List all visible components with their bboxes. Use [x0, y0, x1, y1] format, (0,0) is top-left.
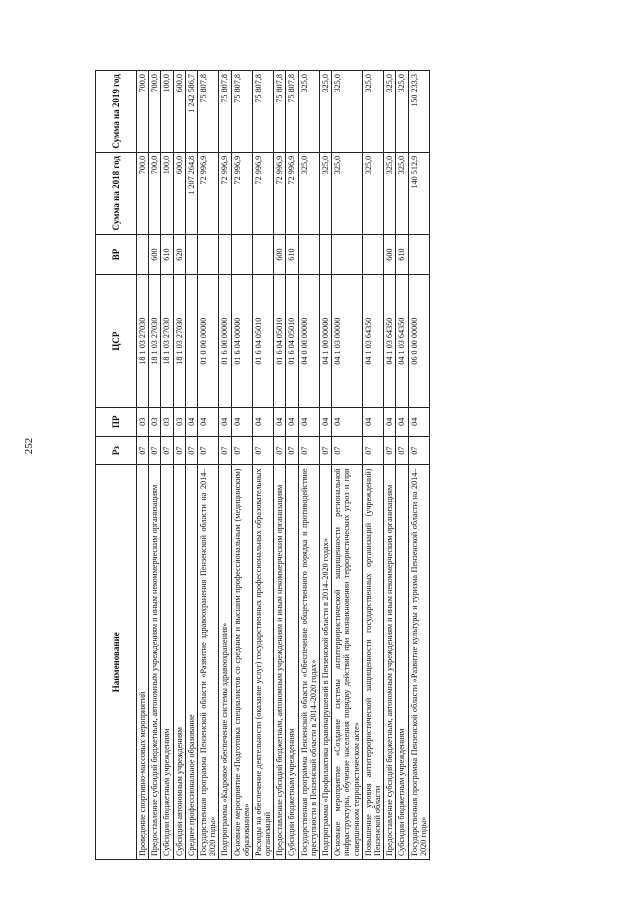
- cell-pr: 04: [332, 407, 363, 436]
- header-csr: ЦСР: [96, 275, 137, 407]
- cell-sum-2019: 700,0: [149, 71, 161, 153]
- table-row: [408, 71, 429, 860]
- cell-name: Подпрограмма «Кадровое обеспечение системы здравоохранения»: [219, 465, 231, 860]
- cell-sum-2018: 72 996,9: [219, 152, 231, 234]
- table-row: [149, 71, 161, 860]
- table-row: [362, 71, 383, 860]
- cell-rz: 07: [408, 436, 429, 465]
- cell-vr: 600: [274, 234, 286, 275]
- table-row: [137, 71, 149, 860]
- budget-table: [95, 70, 430, 860]
- cell-sum-2019: 75 807,8: [274, 71, 286, 153]
- cell-name: Проведение спортивно-массовых мероприятий: [137, 465, 149, 860]
- cell-name: Основное мероприятие «Подготовка специалистов со средним и высшим профессиональным (медицинским) образованием»: [231, 465, 252, 860]
- cell-rz: 07: [320, 436, 332, 465]
- cell-pr: 04: [396, 407, 408, 436]
- cell-sum-2019: 75 807,8: [231, 71, 252, 153]
- cell-rz: 07: [252, 436, 273, 465]
- header-pr: ПР: [96, 407, 137, 436]
- cell-csr: [185, 275, 197, 407]
- table-row: [252, 71, 273, 860]
- cell-sum-2019: 150 233,3: [408, 71, 429, 153]
- header-sum-2019: Сумма на 2019 год: [96, 71, 137, 153]
- cell-csr: 01 6 04 00000: [231, 275, 252, 407]
- cell-pr: 04: [274, 407, 286, 436]
- cell-pr: 04: [231, 407, 252, 436]
- cell-vr: [231, 234, 252, 275]
- cell-csr: 18 1 03 27030: [137, 275, 149, 407]
- cell-sum-2019: 75 807,8: [219, 71, 231, 153]
- cell-csr: 01 6 04 05010: [286, 275, 298, 407]
- cell-rz: 07: [286, 436, 298, 465]
- cell-pr: 03: [173, 407, 185, 436]
- cell-rz: 07: [274, 436, 286, 465]
- cell-csr: 18 1 03 27030: [161, 275, 173, 407]
- cell-sum-2018: 700,0: [149, 152, 161, 234]
- cell-vr: [137, 234, 149, 275]
- cell-csr: 18 1 03 27030: [173, 275, 185, 407]
- cell-pr: 03: [137, 407, 149, 436]
- cell-name: Подпрограмма «Профилактика правонарушений в Пензенской области в 2014–2020 годах»: [320, 465, 332, 860]
- cell-vr: [219, 234, 231, 275]
- cell-sum-2019: 75 807,8: [197, 71, 218, 153]
- cell-sum-2018: 72 996,9: [231, 152, 252, 234]
- cell-sum-2018: 72 996,9: [286, 152, 298, 234]
- cell-sum-2018: 325,0: [332, 152, 363, 234]
- cell-sum-2019: 325,0: [298, 71, 319, 153]
- cell-sum-2018: 100,0: [161, 152, 173, 234]
- cell-rz: 07: [231, 436, 252, 465]
- table-row: [298, 71, 319, 860]
- header-vr: ВР: [96, 234, 137, 275]
- cell-name: Субсидии бюджетным учреждениям: [396, 465, 408, 860]
- table-row: [185, 71, 197, 860]
- table-row: [396, 71, 408, 860]
- cell-sum-2019: 600,0: [173, 71, 185, 153]
- cell-vr: [298, 234, 319, 275]
- table-row: [286, 71, 298, 860]
- page-number: 252: [23, 437, 35, 455]
- rotated-table-container: [95, 70, 615, 860]
- cell-rz: 07: [362, 436, 383, 465]
- cell-pr: 04: [219, 407, 231, 436]
- cell-vr: [185, 234, 197, 275]
- cell-csr: 04 1 03 64350: [384, 275, 396, 407]
- cell-vr: [252, 234, 273, 275]
- header-name: Наименование: [96, 465, 137, 860]
- cell-rz: 07: [384, 436, 396, 465]
- cell-name: Государственная программа Пензенской области «Развитие культуры и туризма Пензенской области на 2014–2020 годы»: [408, 465, 429, 860]
- cell-csr: 04 1 03 64350: [396, 275, 408, 407]
- cell-sum-2018: 1 207 264,8: [185, 152, 197, 234]
- cell-vr: [320, 234, 332, 275]
- cell-pr: 04: [298, 407, 319, 436]
- cell-vr: [408, 234, 429, 275]
- cell-sum-2019: 325,0: [396, 71, 408, 153]
- table-header-row: [96, 71, 137, 860]
- cell-vr: 620: [173, 234, 185, 275]
- cell-sum-2018: 325,0: [298, 152, 319, 234]
- cell-pr: 04: [320, 407, 332, 436]
- cell-rz: 07: [173, 436, 185, 465]
- cell-sum-2018: 700,0: [137, 152, 149, 234]
- cell-csr: 01 0 00 00000: [197, 275, 218, 407]
- table-row: [332, 71, 363, 860]
- cell-vr: [332, 234, 363, 275]
- cell-name: Предоставление субсидий бюджетным, автономным учреждениям и иным некоммерческим организациям: [384, 465, 396, 860]
- table-body: [137, 71, 430, 860]
- cell-name: Основное мероприятие «Создание системы антитеррористической защищенности региональной инфраструктуры, обучение населения порядку действий при возникновении террористических угроз и при совершенном террористическом акте»: [332, 465, 363, 860]
- cell-pr: 04: [408, 407, 429, 436]
- cell-sum-2018: 72 996,9: [274, 152, 286, 234]
- cell-sum-2019: 325,0: [384, 71, 396, 153]
- cell-csr: 01 6 00 00000: [219, 275, 231, 407]
- cell-name: Среднее профессиональное образование: [185, 465, 197, 860]
- cell-pr: 04: [252, 407, 273, 436]
- cell-sum-2018: 325,0: [396, 152, 408, 234]
- cell-vr: 600: [149, 234, 161, 275]
- table-row: [320, 71, 332, 860]
- cell-name: Расходы на обеспечение деятельности (оказание услуг) государственных профессиональных образовательных организаций: [252, 465, 273, 860]
- cell-pr: 04: [185, 407, 197, 436]
- cell-name: Субсидии автономным учреждениям: [173, 465, 185, 860]
- cell-sum-2019: 325,0: [332, 71, 363, 153]
- header-sum-2018: Сумма на 2018 год: [96, 152, 137, 234]
- cell-name: Государственная программа Пензенской области «Обеспечение общественного порядка и противодействие преступности в Пензенской области в 2014–2020 годах»: [298, 465, 319, 860]
- cell-vr: 610: [286, 234, 298, 275]
- cell-sum-2019: 100,0: [161, 71, 173, 153]
- cell-sum-2019: 75 807,8: [286, 71, 298, 153]
- cell-vr: 610: [161, 234, 173, 275]
- cell-csr: 06 0 00 00000: [408, 275, 429, 407]
- cell-rz: 07: [219, 436, 231, 465]
- cell-rz: 07: [396, 436, 408, 465]
- cell-vr: [362, 234, 383, 275]
- cell-sum-2019: 700,0: [137, 71, 149, 153]
- cell-pr: 04: [362, 407, 383, 436]
- cell-rz: 07: [137, 436, 149, 465]
- cell-sum-2019: 1 242 586,7: [185, 71, 197, 153]
- table-row: [219, 71, 231, 860]
- cell-sum-2018: 325,0: [320, 152, 332, 234]
- cell-name: Субсидии бюджетным учреждениям: [161, 465, 173, 860]
- cell-pr: 04: [286, 407, 298, 436]
- cell-csr: 01 6 04 05010: [252, 275, 273, 407]
- cell-sum-2019: 75 807,8: [252, 71, 273, 153]
- cell-sum-2018: 600,0: [173, 152, 185, 234]
- cell-csr: 04 0 00 00000: [298, 275, 319, 407]
- cell-csr: 04 1 00 00000: [320, 275, 332, 407]
- cell-rz: 07: [332, 436, 363, 465]
- cell-csr: 18 1 03 27030: [149, 275, 161, 407]
- cell-name: Субсидии бюджетным учреждениям: [286, 465, 298, 860]
- cell-pr: 03: [149, 407, 161, 436]
- cell-name: Государственная программа Пензенской области «Развитие здравоохранения Пензенской области на 2014–2020 годы»: [197, 465, 218, 860]
- cell-rz: 07: [161, 436, 173, 465]
- cell-pr: 03: [161, 407, 173, 436]
- cell-sum-2018: 325,0: [362, 152, 383, 234]
- cell-rz: 07: [197, 436, 218, 465]
- cell-vr: 600: [384, 234, 396, 275]
- cell-pr: 04: [197, 407, 218, 436]
- cell-sum-2019: 325,0: [320, 71, 332, 153]
- table-row: [274, 71, 286, 860]
- cell-csr: 04 1 03 64350: [362, 275, 383, 407]
- cell-pr: 04: [384, 407, 396, 436]
- cell-rz: 07: [298, 436, 319, 465]
- table-row: [384, 71, 396, 860]
- header-rz: Рз: [96, 436, 137, 465]
- table-row: [173, 71, 185, 860]
- cell-name: Предоставление субсидий бюджетным, автономным учреждениям и иным некоммерческим организациям: [149, 465, 161, 860]
- cell-csr: 04 1 03 00000: [332, 275, 363, 407]
- cell-sum-2018: 72 996,9: [197, 152, 218, 234]
- cell-csr: 01 6 04 05010: [274, 275, 286, 407]
- table-row: [197, 71, 218, 860]
- table-row: [231, 71, 252, 860]
- cell-name: Предоставление субсидий бюджетным, автономным учреждениям и иным некоммерческим организациям: [274, 465, 286, 860]
- cell-vr: [197, 234, 218, 275]
- cell-rz: 07: [149, 436, 161, 465]
- cell-vr: 610: [396, 234, 408, 275]
- cell-sum-2018: 72 996,9: [252, 152, 273, 234]
- cell-rz: 07: [185, 436, 197, 465]
- cell-sum-2018: 140 512,9: [408, 152, 429, 234]
- cell-name: Повышение уровня антитеррористической защищенности государственных организаций (учреждений) Пензенской области: [362, 465, 383, 860]
- table-row: [161, 71, 173, 860]
- cell-sum-2018: 325,0: [384, 152, 396, 234]
- cell-sum-2019: 325,0: [362, 71, 383, 153]
